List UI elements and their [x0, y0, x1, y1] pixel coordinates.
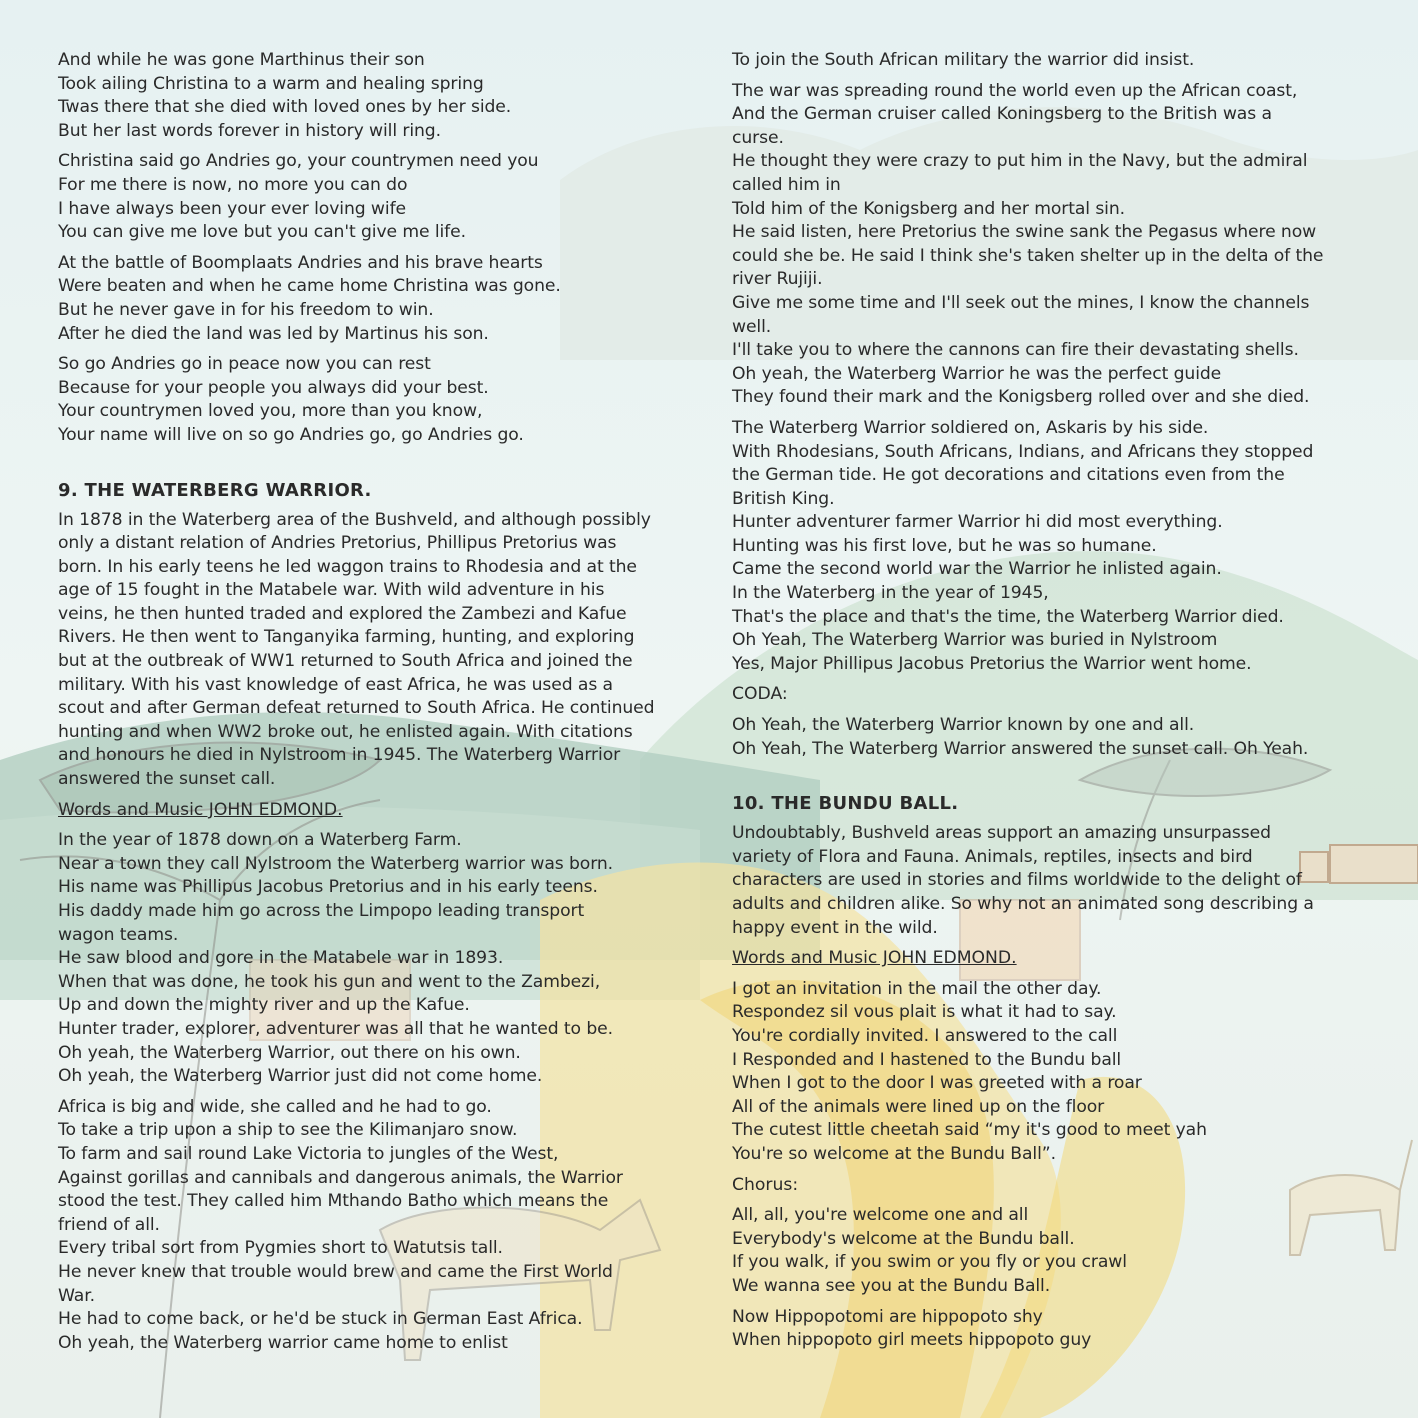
- description-line: age of 15 fought in the Matabele war. With wild adventure in his: [58, 580, 605, 601]
- chorus-stanza: [732, 1204, 1362, 1298]
- lyric-line: To take a trip upon a ship to see the Kilimanjaro snow.: [58, 1120, 518, 1141]
- lyric-line: could she be. He said I think she's taken shelter up in the delta of the: [732, 245, 1324, 266]
- coda-stanza: [732, 714, 1362, 761]
- description-line: hunting and when WW2 broke out, he enlisted again. With citations: [58, 721, 633, 742]
- lyric-line: British King.: [732, 488, 835, 509]
- description-line: born. In his early teens he led waggon trains to Rhodesia and at the: [58, 556, 637, 577]
- lyric-line: When hippopoto girl meets hippopoto guy: [732, 1330, 1092, 1351]
- chorus-label: Chorus:: [732, 1174, 799, 1195]
- lyric-line: Your name will live on so go Andries go, go Andries go.: [58, 424, 524, 445]
- lyric-line: Every tribal sort from Pygmies short to Watutsis tall.: [58, 1238, 503, 1259]
- lyric-line: Came the second world war the Warrior he inlisted again.: [732, 559, 1222, 580]
- song-credit: Words and Music JOHN EDMOND.: [58, 799, 343, 820]
- lyric-line: The war was spreading round the world even up the African coast,: [732, 80, 1298, 101]
- lyric-line: Yes, Major Phillipus Jacobus Pretorius the Warrior went home.: [732, 653, 1252, 674]
- lyric-line: Christina said go Andries go, your countrymen need you: [58, 151, 539, 172]
- description-line: characters are used in stories and films worldwide to the delight of: [732, 870, 1302, 891]
- lyric-line: I Responded and I hastened to the Bundu ball: [732, 1049, 1122, 1070]
- lyric-line: Respondez sil vous plait is what it had to say.: [732, 1002, 1117, 1023]
- lyric-stanza: [732, 417, 1362, 677]
- intro-stanza: [58, 252, 688, 346]
- song-heading-waterberg-warrior: 9. THE WATERBERG WARRIOR.: [58, 479, 372, 501]
- lyric-line: Oh yeah, the Waterberg warrior came home to enlist: [58, 1332, 508, 1353]
- song-description: [58, 509, 688, 792]
- lyric-line: Africa is big and wide, she called and he had to go.: [58, 1096, 492, 1117]
- lyric-line: called him in: [732, 174, 841, 195]
- lyric-stanza: [732, 978, 1362, 1167]
- lyric-line: To join the South African military the warrior did insist.: [732, 50, 1195, 70]
- description-line: Undoubtably, Bushveld areas support an amazing unsurpassed: [732, 823, 1271, 844]
- lyric-line: Give me some time and I'll seek out the mines, I know the channels: [732, 292, 1310, 313]
- lyric-line: Hunter adventurer farmer Warrior hi did most everything.: [732, 512, 1223, 533]
- description-line: Rivers. He then went to Tanganyika farming, hunting, and exploring: [58, 627, 635, 648]
- lyric-line: His name was Phillipus Jacobus Pretorius and in his early teens.: [58, 877, 598, 898]
- lyric-line: Everybody's welcome at the Bundu ball.: [732, 1228, 1075, 1249]
- lyric-line: In the year of 1878 down on a Waterberg Farm.: [58, 830, 462, 851]
- description-line: adults and children alike. So why not an animated song describing a: [732, 894, 1314, 914]
- lyric-line: curse.: [732, 127, 784, 148]
- lyric-line: He never knew that trouble would brew and came the First World: [58, 1261, 613, 1282]
- lyric-line: After he died the land was led by Martinus his son.: [58, 323, 489, 344]
- description-line: and honours he died in Nylstroom in 1945. The Waterberg Warrior: [58, 745, 621, 766]
- lyric-line: War.: [58, 1285, 95, 1306]
- intro-stanza: [58, 150, 688, 244]
- lyric-line: His daddy made him go across the Limpopo leading transport: [58, 901, 585, 921]
- description-line: scout and after German defeat returned to South Africa. He continued: [58, 698, 655, 719]
- song-heading-bundu-ball: 10. THE BUNDU BALL.: [732, 793, 959, 815]
- right-column: [732, 49, 1362, 1360]
- coda-label: CODA:: [732, 684, 788, 705]
- description-line: only a distant relation of Andries Pretorius, Phillipus Pretorius was: [58, 533, 617, 554]
- lyric-line: The cutest little cheetah said “my it's good to meet yah: [732, 1120, 1207, 1141]
- lyric-line: You're so welcome at the Bundu Ball”.: [732, 1143, 1056, 1164]
- lyric-line: wagon teams.: [58, 924, 179, 945]
- description-line: answered the sunset call.: [58, 769, 276, 790]
- lyric-line: But her last words forever in history will ring.: [58, 120, 441, 141]
- lyric-line: I have always been your ever loving wife: [58, 198, 406, 219]
- lyric-line: If you walk, if you swim or you fly or you crawl: [732, 1252, 1127, 1273]
- lyric-line: He had to come back, or he'd be stuck in German East Africa.: [58, 1309, 583, 1330]
- lyric-line: So go Andries go in peace now you can rest: [58, 354, 431, 375]
- description-line: happy event in the wild.: [732, 917, 938, 938]
- lyric-line: river Rujiji.: [732, 269, 823, 290]
- intro-stanza: [58, 353, 688, 447]
- song-credit: Words and Music JOHN EDMOND.: [732, 948, 1017, 969]
- lyric-line: Up and down the mighty river and up the Kafue.: [58, 995, 470, 1016]
- description-line: variety of Flora and Fauna. Animals, reptiles, insects and bird: [732, 846, 1253, 867]
- lyric-line: For me there is now, no more you can do: [58, 174, 408, 195]
- lyric-line: You can give me love but you can't give me life.: [58, 222, 466, 243]
- lyric-line: Oh Yeah, the Waterberg Warrior known by one and all.: [732, 715, 1195, 736]
- lyric-line: Oh yeah, the Waterberg Warrior just did not come home.: [58, 1066, 543, 1087]
- lyric-line: well.: [732, 316, 772, 337]
- lyric-line: With Rhodesians, South Africans, Indians, and Africans they stopped: [732, 441, 1314, 462]
- lyric-stanza: [58, 829, 688, 1089]
- lyric-stanza: [732, 49, 1362, 73]
- lyric-line: They found their mark and the Konigsberg rolled over and she died.: [732, 387, 1310, 408]
- lyric-line: Oh yeah, the Waterberg Warrior, out there on his own.: [58, 1042, 521, 1063]
- description-line: but at the outbreak of WW1 returned to South Africa and joined the: [58, 651, 633, 672]
- description-line: veins, he then hunted traded and explored the Zambezi and Kafue: [58, 603, 627, 624]
- lyric-line: Because for your people you always did your best.: [58, 377, 489, 398]
- lyric-stanza: [732, 80, 1362, 410]
- lyric-line: When I got to the door I was greeted with a roar: [732, 1073, 1142, 1094]
- lyric-line: All, all, you're welcome one and all: [732, 1205, 1029, 1226]
- lyric-line: All of the animals were lined up on the floor: [732, 1096, 1105, 1117]
- lyric-line: At the battle of Boomplaats Andries and his brave hearts: [58, 252, 543, 273]
- left-column: [58, 49, 688, 1362]
- lyric-line: Oh yeah, the Waterberg Warrior he was the perfect guide: [732, 363, 1222, 384]
- lyric-line: stood the test. They called him Mthando Batho which means the: [58, 1191, 609, 1212]
- lyric-line: Hunter trader, explorer, adventurer was all that he wanted to be.: [58, 1018, 613, 1039]
- lyric-line: Oh Yeah, The Waterberg Warrior answered the sunset call. Oh Yeah.: [732, 738, 1309, 759]
- lyric-line: In the Waterberg in the year of 1945,: [732, 583, 1049, 604]
- intro-stanza: [58, 49, 688, 143]
- lyric-line: He said listen, here Pretorius the swine sank the Pegasus where now: [732, 222, 1317, 243]
- lyric-line: Your countrymen loved you, more than you know,: [58, 401, 483, 422]
- lyric-line: You're cordially invited. I answered to the call: [732, 1025, 1118, 1046]
- lyric-line: I got an invitation in the mail the other day.: [732, 978, 1102, 999]
- lyric-line: Against gorillas and cannibals and dangerous animals, the Warrior: [58, 1167, 623, 1188]
- lyric-line: That's the place and that's the time, the Waterberg Warrior died.: [732, 606, 1284, 627]
- lyric-line: He saw blood and gore in the Matabele war in 1893.: [58, 948, 504, 969]
- description-line: military. With his vast knowledge of east Africa, he was used as a: [58, 674, 613, 695]
- lyric-line: And while he was gone Marthinus their son: [58, 50, 425, 70]
- lyric-line: Took ailing Christina to a warm and healing spring: [58, 73, 484, 94]
- lyric-line: We wanna see you at the Bundu Ball.: [732, 1275, 1051, 1296]
- lyric-line: Hunting was his first love, but he was so humane.: [732, 535, 1157, 556]
- lyric-stanza: [732, 1306, 1362, 1353]
- lyric-stanza: [58, 1096, 688, 1356]
- lyric-line: To farm and sail round Lake Victoria to jungles of the West,: [58, 1143, 559, 1164]
- lyric-line: Twas there that she died with loved ones by her side.: [58, 97, 512, 118]
- lyric-line: Told him of the Konigsberg and her mortal sin.: [732, 198, 1126, 219]
- song-description: [732, 822, 1362, 940]
- description-line: In 1878 in the Waterberg area of the Bushveld, and although possibly: [58, 509, 651, 530]
- lyric-line: And the German cruiser called Koningsberg to the British was a: [732, 104, 1272, 125]
- lyric-line: When that was done, he took his gun and went to the Zambezi,: [58, 971, 601, 992]
- lyric-line: But he never gave in for his freedom to win.: [58, 299, 434, 320]
- lyric-line: The Waterberg Warrior soldiered on, Askaris by his side.: [732, 417, 1209, 438]
- lyric-line: Were beaten and when he came home Christina was gone.: [58, 276, 561, 297]
- lyric-line: the German tide. He got decorations and citations even from the: [732, 465, 1285, 486]
- lyric-line: He thought they were crazy to put him in the Navy, but the admiral: [732, 151, 1308, 172]
- lyric-line: I'll take you to where the cannons can fire their devastating shells.: [732, 340, 1299, 361]
- lyric-line: Near a town they call Nylstroom the Waterberg warrior was born.: [58, 853, 614, 874]
- lyric-line: friend of all.: [58, 1214, 160, 1235]
- lyric-line: Oh Yeah, The Waterberg Warrior was buried in Nylstroom: [732, 630, 1218, 651]
- lyric-line: Now Hippopotomi are hippopoto shy: [732, 1306, 1043, 1327]
